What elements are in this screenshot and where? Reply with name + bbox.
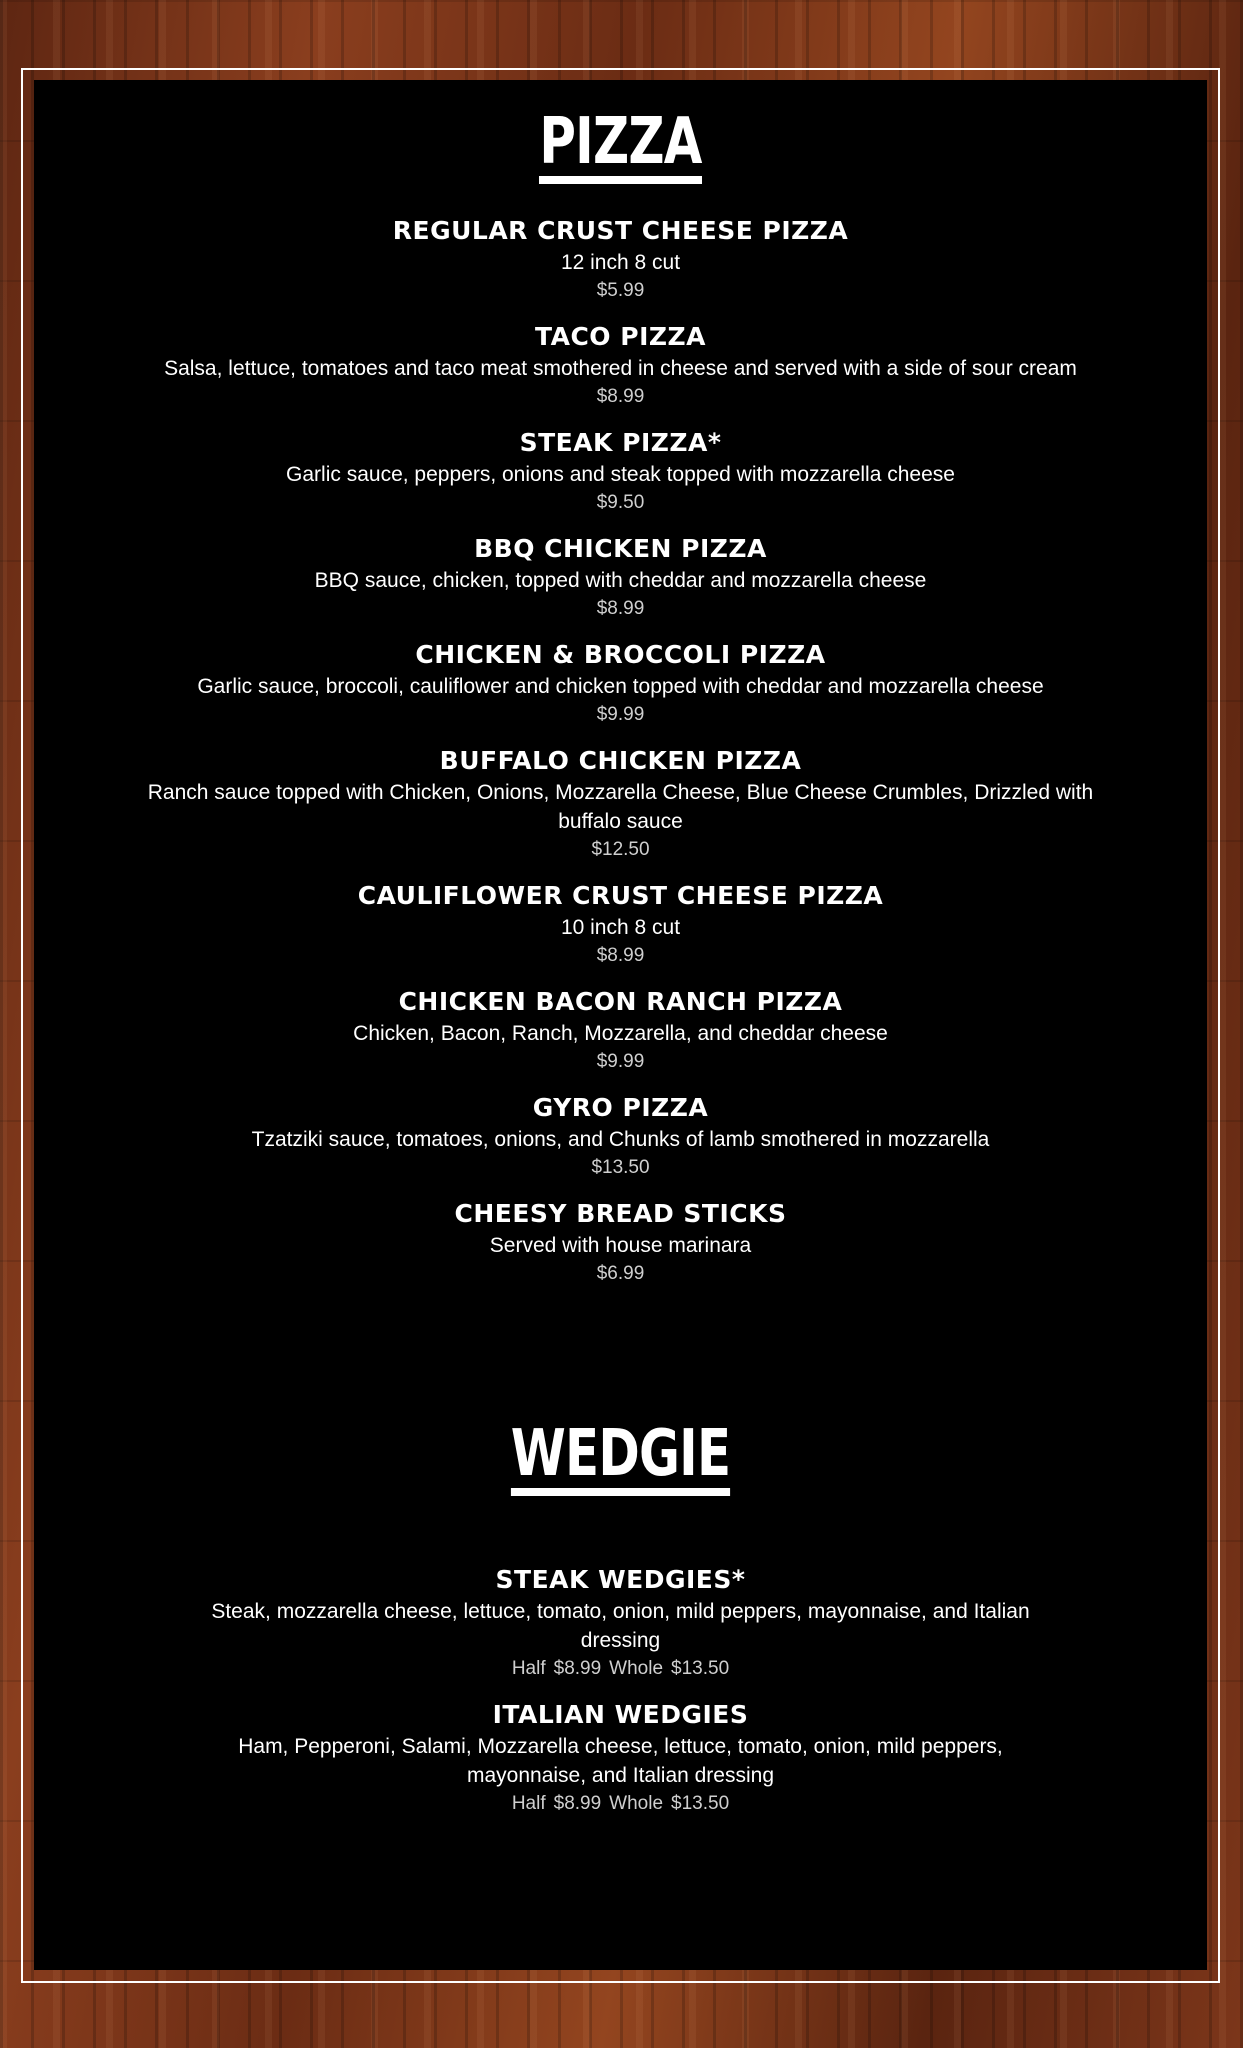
item-description: Garlic sauce, broccoli, cauliflower and chicken topped with cheddar and mozzarella cheese — [197, 675, 1044, 698]
menu-item — [34, 638, 1207, 729]
menu-item — [34, 1091, 1207, 1182]
menu-item — [34, 744, 1207, 864]
half-price: $8.99 — [553, 1658, 602, 1679]
item-name: CHEESY BREAD STICKS — [454, 1199, 787, 1228]
menu-item — [34, 879, 1207, 970]
item-price: $9.50 — [596, 492, 645, 513]
menu-item — [34, 1197, 1207, 1288]
item-description: Chicken, Bacon, Ranch, Mozzarella, and cheddar cheese — [353, 1022, 888, 1045]
whole-price: $13.50 — [671, 1658, 730, 1679]
item-name: CAULIFLOWER CRUST CHEESE PIZZA — [357, 881, 884, 910]
item-name: STEAK WEDGIES* — [495, 1565, 746, 1594]
item-price: $9.99 — [596, 1051, 645, 1072]
item-name: BBQ CHICKEN PIZZA — [474, 534, 767, 563]
whole-label: Whole — [609, 1658, 664, 1679]
item-description: Tzatziki sauce, tomatoes, onions, and Chunks of lamb smothered in mozzarella — [251, 1128, 990, 1151]
pizza-section-title: PIZZA — [163, 110, 1078, 184]
item-description: BBQ sauce, chicken, topped with cheddar and mozzarella cheese — [314, 569, 927, 592]
item-description: Ham, Pepperoni, Salami, Mozzarella cheese, lettuce, tomato, onion, mild peppers, mayonnaise, and Italian dressing — [238, 1735, 1003, 1787]
half-label: Half — [511, 1658, 546, 1679]
menu-item — [34, 320, 1207, 411]
menu-item — [34, 985, 1207, 1076]
item-description: 12 inch 8 cut — [560, 251, 681, 274]
item-price — [34, 1655, 1207, 1683]
item-price: $5.99 — [596, 280, 645, 301]
menu-item — [34, 214, 1207, 305]
item-name: CHICKEN & BROCCOLI PIZZA — [415, 640, 826, 669]
item-price: $8.99 — [596, 945, 645, 966]
item-price: $8.99 — [596, 598, 645, 619]
item-name: REGULAR CRUST CHEESE PIZZA — [392, 216, 849, 245]
menu-item — [34, 532, 1207, 623]
half-price: $8.99 — [553, 1793, 602, 1814]
item-price: $9.99 — [596, 704, 645, 725]
item-name: GYRO PIZZA — [532, 1093, 709, 1122]
wedgie-items — [34, 1563, 1207, 1818]
menu-panel — [34, 80, 1207, 1970]
menu-item — [34, 1563, 1207, 1683]
item-description: Garlic sauce, peppers, onions and steak topped with mozzarella cheese — [286, 463, 955, 486]
item-description: Served with house marinara — [489, 1234, 752, 1257]
menu-item — [34, 426, 1207, 517]
item-description: 10 inch 8 cut — [560, 916, 681, 939]
item-name: CHICKEN BACON RANCH PIZZA — [398, 987, 843, 1016]
item-description: Steak, mozzarella cheese, lettuce, tomato, onion, mild peppers, mayonnaise, and Italian dressing — [211, 1600, 1030, 1652]
item-description: Ranch sauce topped with Chicken, Onions, Mozzarella Cheese, Blue Cheese Crumbles, Drizzled with buffalo sauce — [147, 781, 1094, 833]
whole-label: Whole — [609, 1793, 664, 1814]
item-name: TACO PIZZA — [535, 322, 706, 351]
item-price: $8.99 — [596, 386, 645, 407]
menu-item — [34, 1698, 1207, 1818]
pizza-items — [34, 214, 1207, 1288]
item-name: ITALIAN WEDGIES — [492, 1700, 749, 1729]
half-label: Half — [511, 1793, 546, 1814]
item-price: $6.99 — [596, 1263, 645, 1284]
item-description: Salsa, lettuce, tomatoes and taco meat smothered in cheese and served with a side of sour cream — [164, 357, 1077, 380]
item-name: BUFFALO CHICKEN PIZZA — [439, 746, 802, 775]
item-price: $13.50 — [591, 1157, 650, 1178]
item-price: $12.50 — [591, 839, 650, 860]
item-price — [34, 1790, 1207, 1818]
item-name: STEAK PIZZA* — [519, 428, 722, 457]
wedgie-section-title: WEDGIE — [163, 1422, 1078, 1496]
whole-price: $13.50 — [671, 1793, 730, 1814]
